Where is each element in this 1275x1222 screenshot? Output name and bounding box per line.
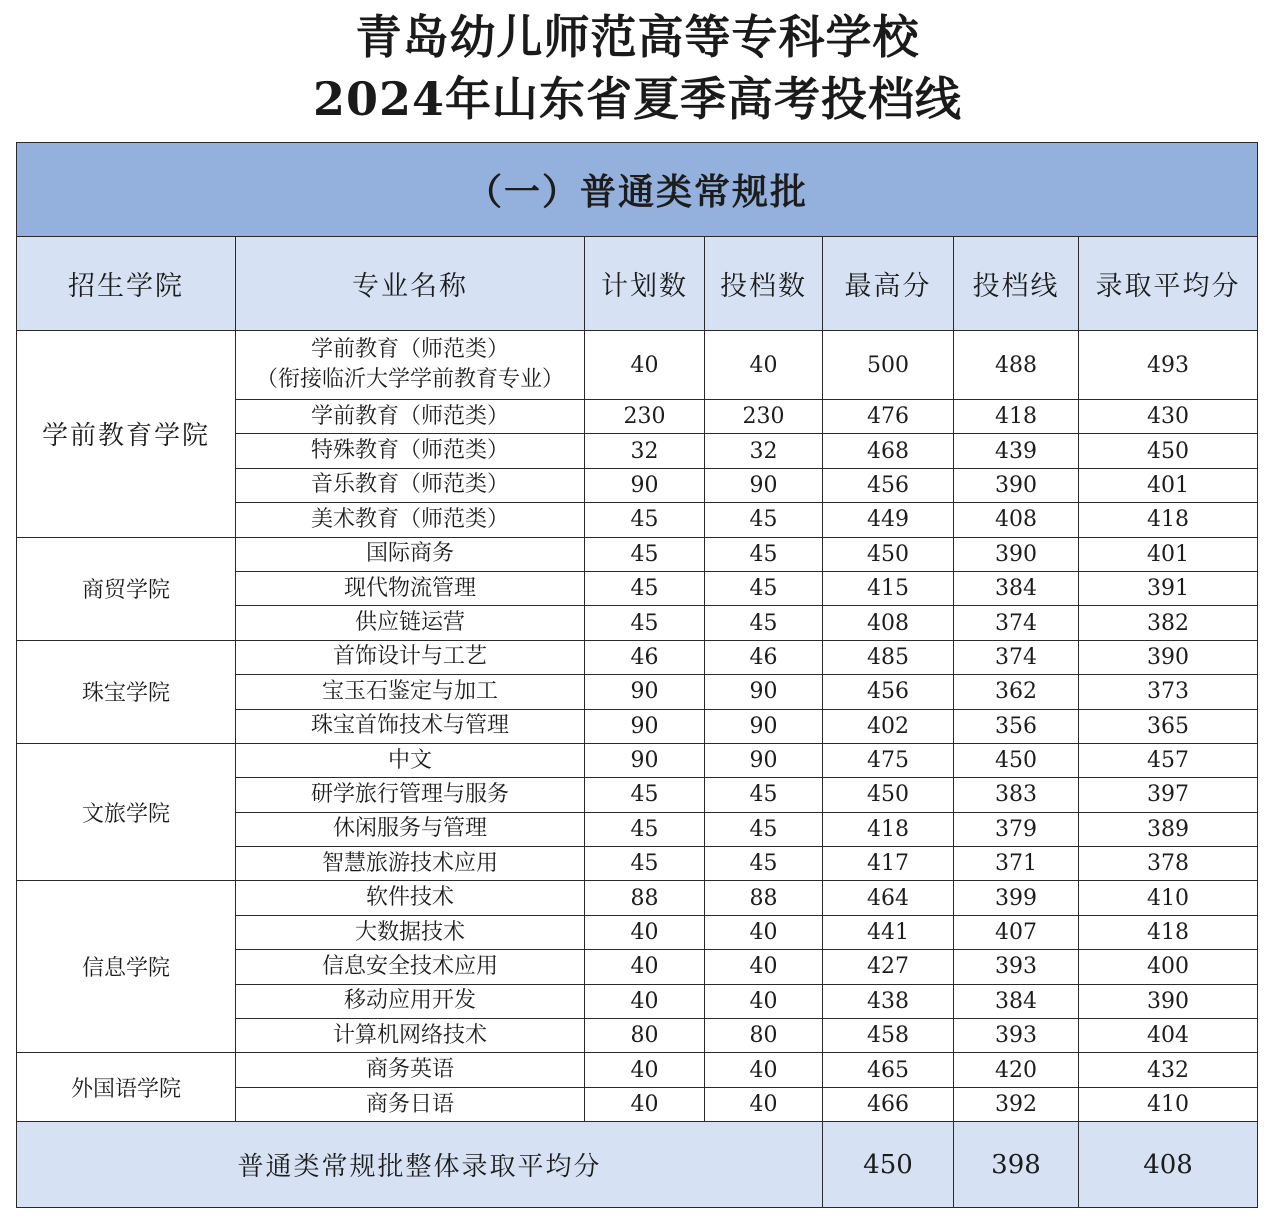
filed-count: 40 <box>705 331 823 400</box>
average-score: 450 <box>1079 434 1258 468</box>
average-score: 391 <box>1079 571 1258 605</box>
plan-count: 40 <box>585 1053 705 1087</box>
average-score: 410 <box>1079 1087 1258 1121</box>
plan-count: 230 <box>585 400 705 434</box>
major-name-text: 学前教育（师范类） <box>310 337 509 362</box>
average-score: 378 <box>1079 847 1258 881</box>
max-score: 450 <box>823 778 954 812</box>
major-name <box>236 709 585 743</box>
average-score: 430 <box>1079 400 1258 434</box>
max-score: 456 <box>823 675 954 709</box>
average-score: 401 <box>1079 537 1258 571</box>
plan-count: 45 <box>585 537 705 571</box>
table-row <box>17 331 1258 400</box>
cutoff-score: 392 <box>954 1087 1079 1121</box>
filed-count: 90 <box>705 743 823 777</box>
plan-count: 90 <box>585 468 705 502</box>
average-score: 389 <box>1079 812 1258 846</box>
page-title-school: 青岛幼儿师范高等专科学校 <box>355 10 920 64</box>
plan-count: 40 <box>585 331 705 400</box>
cutoff-score: 384 <box>954 984 1079 1018</box>
college-name: 商贸学院 <box>17 537 236 640</box>
major-name <box>236 640 585 674</box>
cutoff-score: 393 <box>954 950 1079 984</box>
filed-count: 90 <box>705 468 823 502</box>
filed-count: 45 <box>705 847 823 881</box>
title-block <box>0 0 1275 142</box>
page-title-year: 2024年山东省夏季高考投档线 <box>312 72 963 126</box>
average-score: 397 <box>1079 778 1258 812</box>
major-name-text: 国际商务 <box>365 541 454 567</box>
major-note-text: （衔接临沂大学学前教育专业） <box>255 367 564 392</box>
major-name-text: 音乐教育（师范类） <box>310 472 509 498</box>
plan-count: 45 <box>585 847 705 881</box>
college-name: 珠宝学院 <box>17 640 236 743</box>
max-score: 458 <box>823 1019 954 1053</box>
max-score: 449 <box>823 503 954 537</box>
cutoff-score: 374 <box>954 606 1079 640</box>
major-name-text: 商务日语 <box>365 1091 454 1117</box>
table-row <box>17 743 1258 777</box>
plan-count: 45 <box>585 812 705 846</box>
major-name-text: 中文 <box>387 747 432 773</box>
average-score: 365 <box>1079 709 1258 743</box>
filed-count: 40 <box>705 1087 823 1121</box>
max-score: 500 <box>823 331 954 400</box>
cutoff-score: 418 <box>954 400 1079 434</box>
cutoff-score: 356 <box>954 709 1079 743</box>
header-line: 投档线 <box>954 237 1079 331</box>
summary-average-score: 408 <box>1079 1122 1258 1208</box>
summary-row <box>17 1122 1258 1208</box>
header-row <box>17 237 1258 331</box>
summary-max-score: 450 <box>823 1122 954 1208</box>
filed-count: 90 <box>705 709 823 743</box>
college-name: 文旅学院 <box>17 743 236 881</box>
cutoff-score: 450 <box>954 743 1079 777</box>
filed-count: 46 <box>705 640 823 674</box>
plan-count: 45 <box>585 503 705 537</box>
major-name-text: 休闲服务与管理 <box>332 816 487 842</box>
major-name-text: 商务英语 <box>365 1057 454 1083</box>
average-score: 382 <box>1079 606 1258 640</box>
average-score: 390 <box>1079 984 1258 1018</box>
major-name <box>236 1087 585 1121</box>
filed-count: 230 <box>705 400 823 434</box>
filed-count: 45 <box>705 571 823 605</box>
max-score: 417 <box>823 847 954 881</box>
cutoff-score: 420 <box>954 1053 1079 1087</box>
major-name-text: 供应链运营 <box>354 610 465 636</box>
filed-count: 88 <box>705 881 823 915</box>
max-score: 441 <box>823 915 954 949</box>
cutoff-score: 383 <box>954 778 1079 812</box>
max-score: 402 <box>823 709 954 743</box>
major-name-text: 软件技术 <box>365 885 454 911</box>
major-name-text: 移动应用开发 <box>343 988 476 1014</box>
filed-count: 45 <box>705 537 823 571</box>
average-score: 373 <box>1079 675 1258 709</box>
cutoff-score: 393 <box>954 1019 1079 1053</box>
major-name-text: 大数据技术 <box>354 919 465 945</box>
average-score: 390 <box>1079 640 1258 674</box>
cutoff-score: 390 <box>954 468 1079 502</box>
cutoff-score: 362 <box>954 675 1079 709</box>
major-name <box>236 468 585 502</box>
plan-count: 90 <box>585 675 705 709</box>
major-name-text: 学前教育（师范类） <box>310 403 509 429</box>
filed-count: 80 <box>705 1019 823 1053</box>
major-name <box>236 950 585 984</box>
major-name-text: 研学旅行管理与服务 <box>310 781 509 807</box>
cutoff-score: 488 <box>954 331 1079 400</box>
average-score: 418 <box>1079 915 1258 949</box>
max-score: 475 <box>823 743 954 777</box>
average-score: 432 <box>1079 1053 1258 1087</box>
filed-count: 40 <box>705 950 823 984</box>
major-name <box>236 571 585 605</box>
average-score: 404 <box>1079 1019 1258 1053</box>
major-name <box>236 847 585 881</box>
average-score: 401 <box>1079 468 1258 502</box>
summary-label: 普通类常规批整体录取平均分 <box>17 1122 823 1208</box>
major-name <box>236 915 585 949</box>
max-score: 468 <box>823 434 954 468</box>
cutoff-score: 407 <box>954 915 1079 949</box>
cutoff-score: 399 <box>954 881 1079 915</box>
table-row <box>17 640 1258 674</box>
plan-count: 45 <box>585 778 705 812</box>
plan-count: 46 <box>585 640 705 674</box>
filed-count: 40 <box>705 1053 823 1087</box>
plan-count: 40 <box>585 1087 705 1121</box>
major-name-text: 特殊教育（师范类） <box>310 438 509 464</box>
plan-count: 90 <box>585 709 705 743</box>
college-name: 学前教育学院 <box>17 331 236 538</box>
table-row <box>17 1053 1258 1087</box>
average-score: 493 <box>1079 331 1258 400</box>
plan-count: 45 <box>585 606 705 640</box>
average-score: 410 <box>1079 881 1258 915</box>
major-name <box>236 778 585 812</box>
filed-count: 40 <box>705 915 823 949</box>
major-name-text: 美术教育（师范类） <box>310 506 509 532</box>
major-name-text: 信息安全技术应用 <box>321 953 498 979</box>
major-name-text: 现代物流管理 <box>343 575 476 601</box>
plan-count: 90 <box>585 743 705 777</box>
table-row <box>17 537 1258 571</box>
major-name <box>236 400 585 434</box>
major-name <box>236 606 585 640</box>
plan-count: 80 <box>585 1019 705 1053</box>
major-name <box>236 812 585 846</box>
max-score: 427 <box>823 950 954 984</box>
max-score: 466 <box>823 1087 954 1121</box>
major-name-text: 智慧旅游技术应用 <box>321 850 498 876</box>
major-name <box>236 503 585 537</box>
max-score: 450 <box>823 537 954 571</box>
cutoff-score: 390 <box>954 537 1079 571</box>
plan-count: 40 <box>585 950 705 984</box>
max-score: 438 <box>823 984 954 1018</box>
plan-count: 88 <box>585 881 705 915</box>
plan-count: 40 <box>585 984 705 1018</box>
average-score: 457 <box>1079 743 1258 777</box>
section-title: （一）普通类常规批 <box>17 143 1258 237</box>
cutoff-score: 371 <box>954 847 1079 881</box>
section-title-row <box>17 143 1258 237</box>
header-max: 最高分 <box>823 237 954 331</box>
header-plan: 计划数 <box>585 237 705 331</box>
major-name <box>236 1019 585 1053</box>
filed-count: 45 <box>705 812 823 846</box>
header-college: 招生学院 <box>17 237 236 331</box>
major-name <box>236 984 585 1018</box>
header-major: 专业名称 <box>236 237 585 331</box>
header-filed: 投档数 <box>705 237 823 331</box>
max-score: 476 <box>823 400 954 434</box>
max-score: 415 <box>823 571 954 605</box>
plan-count: 40 <box>585 915 705 949</box>
cutoff-score: 374 <box>954 640 1079 674</box>
cutoff-score: 439 <box>954 434 1079 468</box>
table-row <box>17 881 1258 915</box>
filed-count: 32 <box>705 434 823 468</box>
major-name <box>236 881 585 915</box>
cutoff-score: 408 <box>954 503 1079 537</box>
max-score: 464 <box>823 881 954 915</box>
major-name <box>236 434 585 468</box>
max-score: 465 <box>823 1053 954 1087</box>
cutoff-score: 384 <box>954 571 1079 605</box>
max-score: 408 <box>823 606 954 640</box>
filed-count: 45 <box>705 503 823 537</box>
cutoff-score: 379 <box>954 812 1079 846</box>
plan-count: 45 <box>585 571 705 605</box>
header-avg: 录取平均分 <box>1079 237 1258 331</box>
major-name <box>236 537 585 571</box>
college-name: 信息学院 <box>17 881 236 1053</box>
major-name <box>236 1053 585 1087</box>
major-name-text: 珠宝首饰技术与管理 <box>310 713 509 739</box>
major-name-text: 计算机网络技术 <box>332 1022 487 1048</box>
filed-count: 45 <box>705 606 823 640</box>
filed-count: 45 <box>705 778 823 812</box>
major-name-text: 首饰设计与工艺 <box>332 644 487 670</box>
max-score: 456 <box>823 468 954 502</box>
major-name <box>236 675 585 709</box>
plan-count: 32 <box>585 434 705 468</box>
major-name-text: 宝玉石鉴定与加工 <box>321 678 498 704</box>
average-score: 400 <box>1079 950 1258 984</box>
max-score: 485 <box>823 640 954 674</box>
filed-count: 40 <box>705 984 823 1018</box>
average-score: 418 <box>1079 503 1258 537</box>
filed-count: 90 <box>705 675 823 709</box>
major-name <box>236 331 585 400</box>
summary-cutoff-score: 398 <box>954 1122 1079 1208</box>
score-table <box>16 142 1258 1208</box>
major-name <box>236 743 585 777</box>
max-score: 418 <box>823 812 954 846</box>
college-name: 外国语学院 <box>17 1053 236 1122</box>
